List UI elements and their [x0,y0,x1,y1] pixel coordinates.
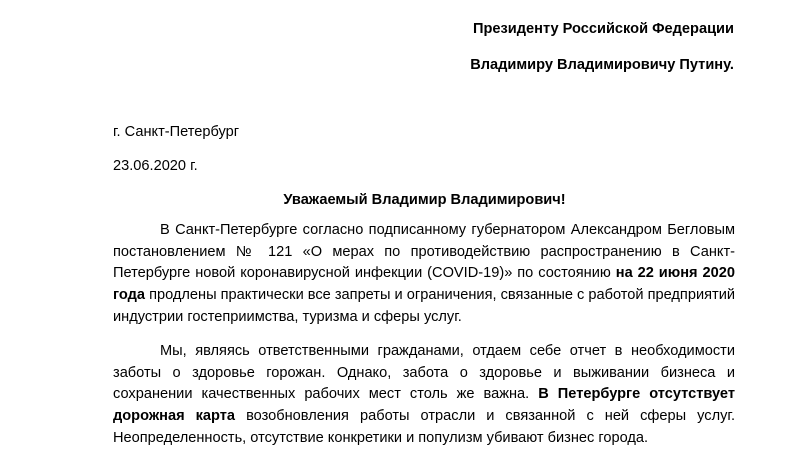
paragraph-2-text-start: Мы, являясь ответственными гражданами, отдаем себе отчет в необходимости заботы о здоровье горожан. Однако, забота о здоровье и выживании бизнеса и сохранении качественных рабочих мест столь же важна. [113,343,735,403]
paragraph-2-text-end: возобновления работы отрасли и связанной с ней сферы услуг. Неопределенность, отсутствие конкретики и популизм убивают бизнес города. [113,408,735,446]
paragraph-1-text-end: продлены практически все запреты и ограничения, связанные с работой предприятий индустрии гостеприимства, туризма и сферы услуг. [113,287,735,325]
addressee-title: Президенту Российской Федерации [473,21,734,37]
addressee-name: Владимиру Владимировичу Путину. [470,57,734,73]
paragraph-1-bold-date: на 22 июня 2020 года [113,265,735,304]
paragraph-1 [113,220,735,329]
city: г. Санкт-Петербург [113,124,240,140]
paragraph-2 [113,341,735,450]
salutation: Уважаемый Владимир Владимирович! [283,192,566,208]
paragraph-2-bold-roadmap: В Петербурге отсутствует дорожная карта [113,386,735,425]
paragraph-1-text-start: В Санкт-Петербурге согласно подписанному губернатором Александром Бегловым постановлением № 121 «О мерах по противодействию распространению в Санкт-Петербурге новой коронавирусной инфекции (COVID-19)» по состоянию [113,222,735,282]
date: 23.06.2020 г. [113,158,198,174]
